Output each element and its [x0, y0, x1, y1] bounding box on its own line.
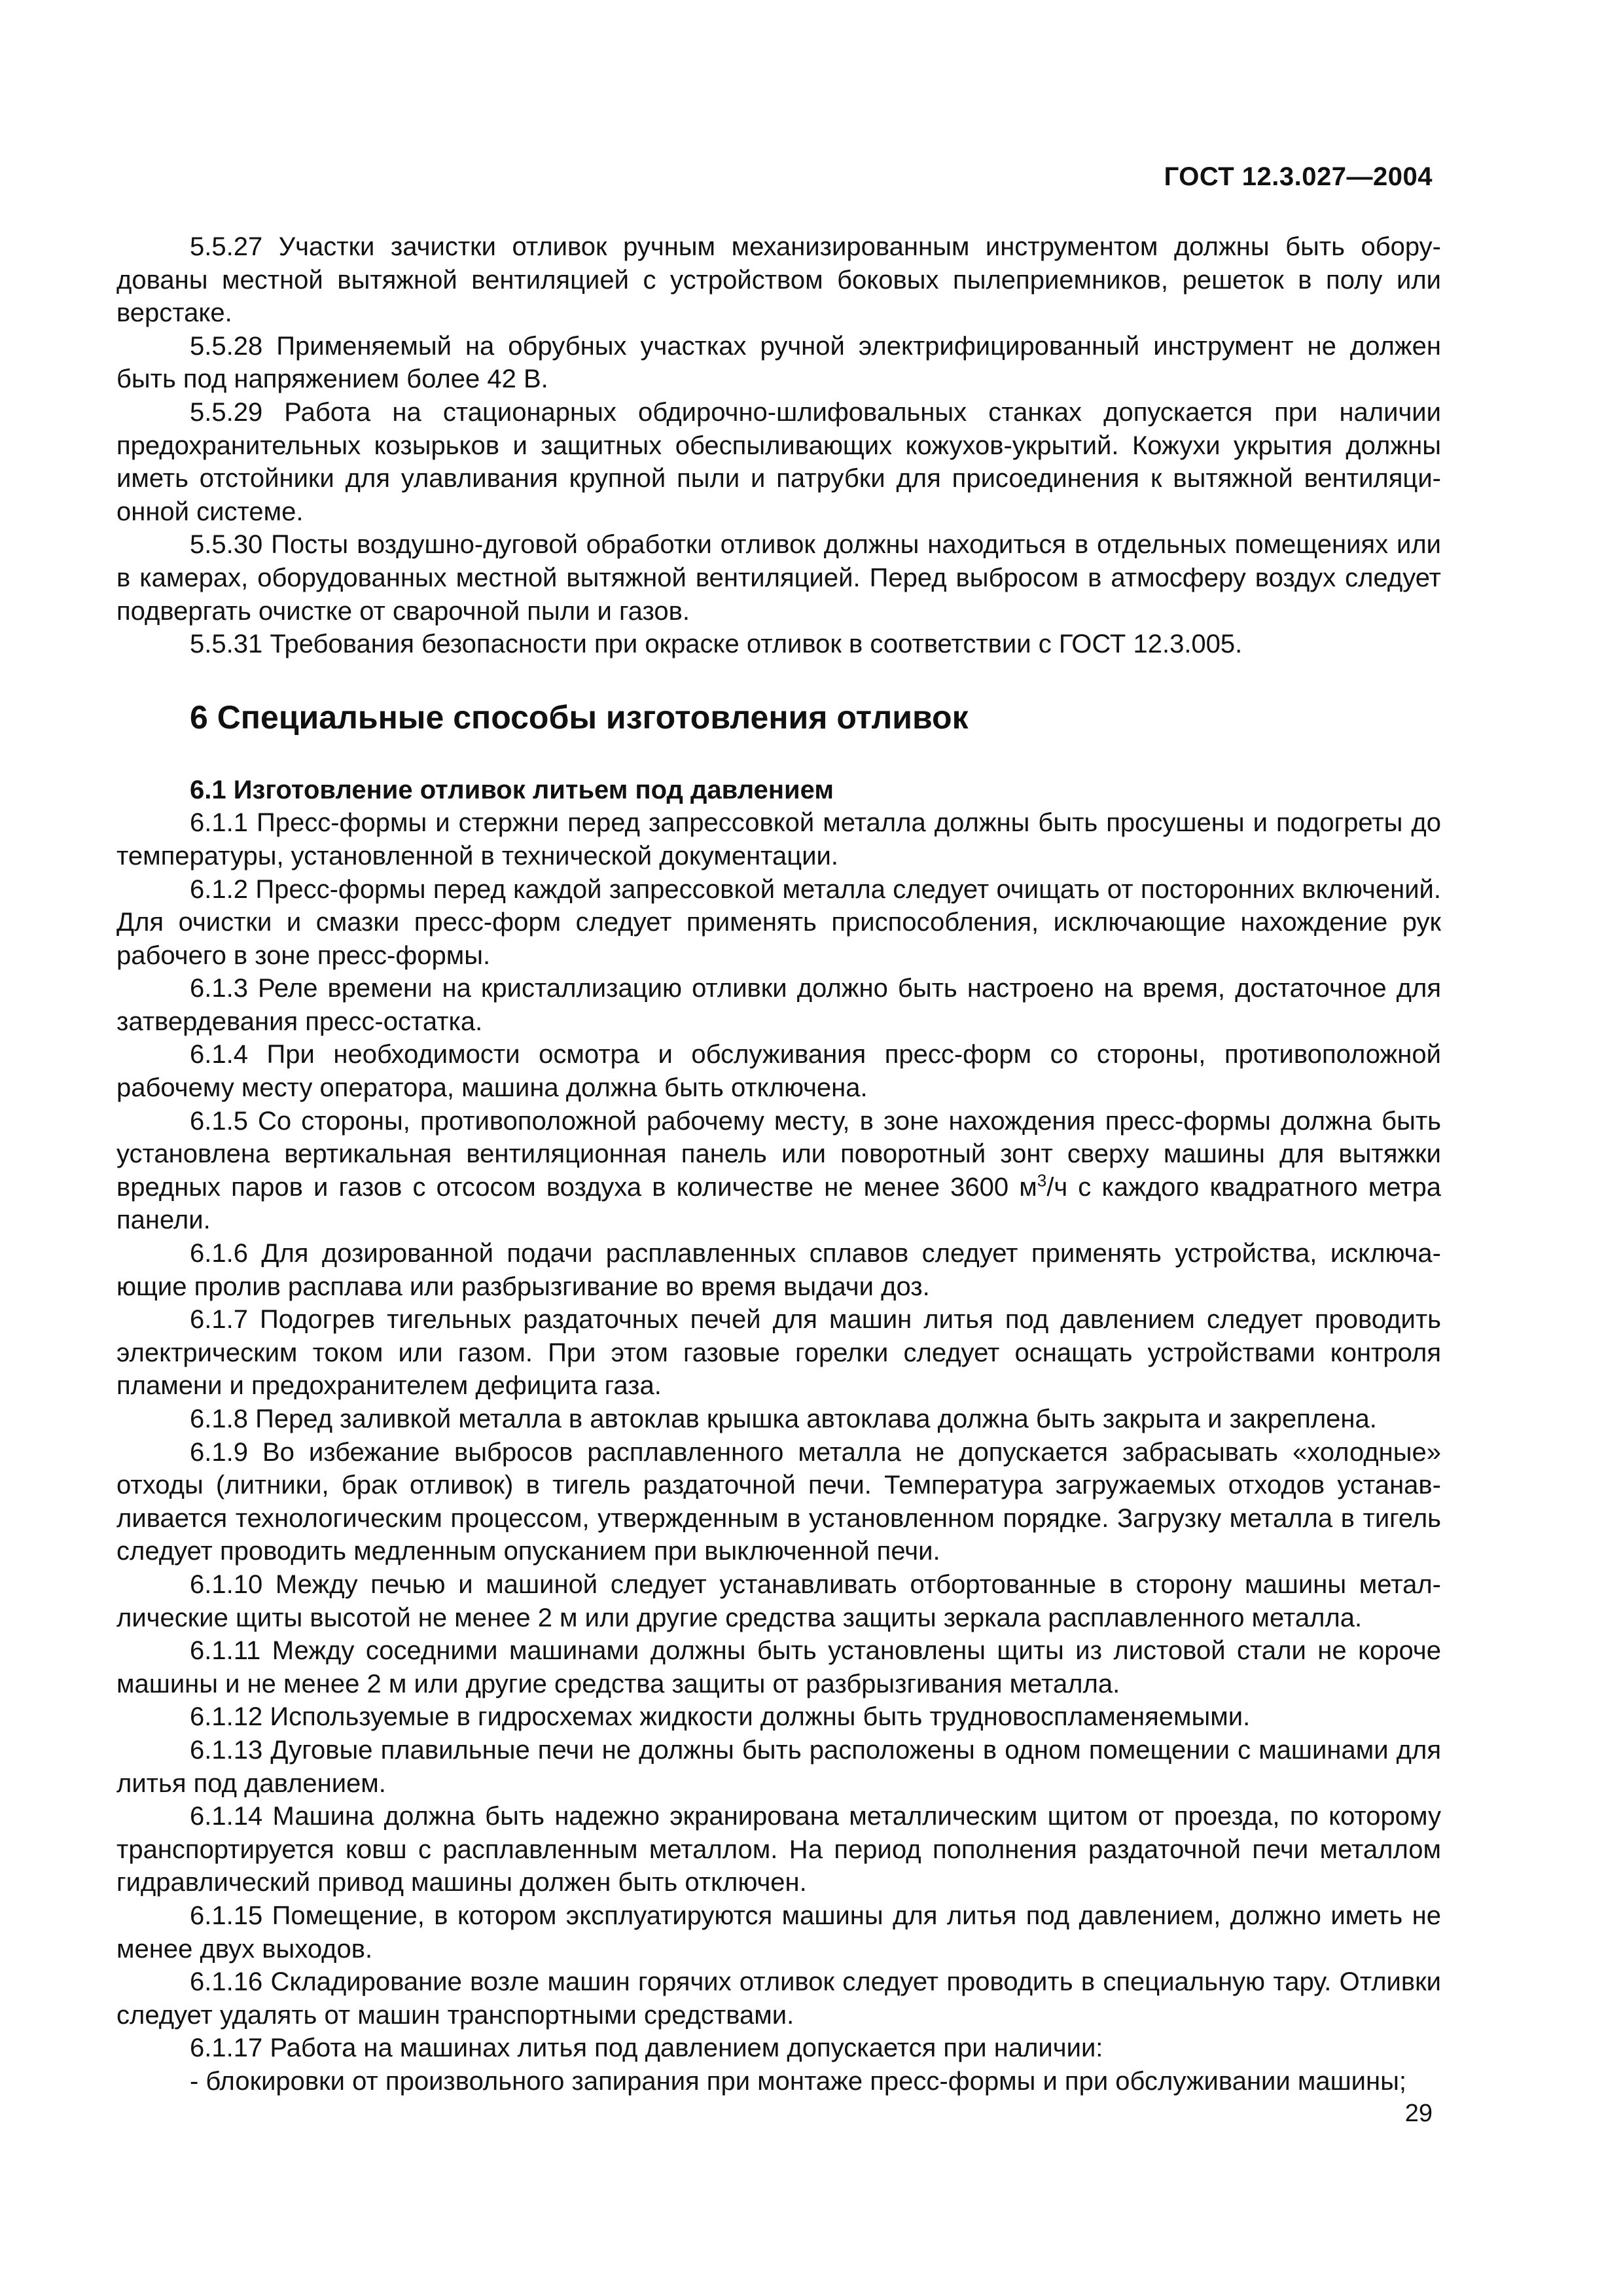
paragraph-6-1-7: 6.1.7 Подогрев тигельных раздаточных печей для машин литья под давлением следует проводить электрическим током или газом. При этом газовые горелки следует оснащать устройствами контроля пламени и предохранителем дефицита газа.	[116, 1305, 1441, 1401]
paragraph-5-5-29: 5.5.29 Работа на стационарных обдирочно-шлифовальных станках допускается при наличии предохранительных козырьков и защитных обеспыливающих кожухов-укрытий. Кожухи укрытия должны иметь отстойники для улавливания крупной пыли и патрубки для присоединения к вытяжной вентиляционной системе.	[116, 397, 1441, 526]
paragraph-6-1-2: 6.1.2 Пресс-формы перед каждой запрессовкой металла следует очищать от посторонних включений. Для очистки и смазки пресс-форм следует применять приспособления, исключающие нахождение рук рабочего в зоне пресс-формы.	[116, 874, 1441, 970]
paragraph-6-1-10: 6.1.10 Между печью и машиной следует устанавливать отбортованные в сторону машины металлические щиты высотой не менее 2 м или другие средства защиты зеркала расплавленного металла.	[116, 1570, 1441, 1632]
paragraph-6-1-5	[116, 1105, 1441, 1237]
document-header: ГОСТ 12.3.027—2004	[1164, 162, 1433, 191]
paragraph-6-1-12: 6.1.12 Используемые в гидросхемах жидкости должны быть трудновоспламеняемыми.	[190, 1702, 1251, 1732]
paragraph-6-1-16: 6.1.16 Складирование возле машин горячих отливок следует проводить в специальную тару. Отливки следует удалять от машин транспортными средствами.	[116, 1967, 1441, 2030]
paragraph-5-5-27: 5.5.27 Участки зачистки отливок ручным механизированным инструментом должны быть оборудованы местной вытяжной вентиляцией с устройством боковых пылеприемников, решеток в полу или верстаке.	[116, 232, 1441, 328]
list-item-blocking: - блокировки от произвольного запирания при монтаже пресс-формы и при обслуживании машины;	[190, 2066, 1406, 2096]
paragraph-6-1-13: 6.1.13 Дуговые плавильные печи не должны быть расположены в одном помещении с машинами для литья под давлением.	[116, 1735, 1441, 1798]
paragraph-5-5-30: 5.5.30 Посты воздушно-дуговой обработки отливок должны находиться в отдельных помещениях или в камерах, оборудованных местной вытяжной вентиляцией. Перед выбросом в атмосферу воздух следует подвергать очистке от сварочной пыли и газов.	[116, 530, 1441, 626]
paragraph-6-1-3: 6.1.3 Реле времени на кристаллизацию отливки должно быть настроено на время, достаточное для затвердевания пресс-остатка.	[116, 974, 1441, 1036]
paragraph-6-1-1: 6.1.1 Пресс-формы и стержни перед запрессовкой металла должны быть просушены и подогреты до температуры, установленной в технической документации.	[116, 808, 1441, 870]
paragraph-6-1-14: 6.1.14 Машина должна быть надежно экранирована металлическим щитом от проезда, по которому транспортируется ковш с расплавленным металлом. На период пополнения раздаточной печи металлом гидравлический привод машины должен быть отключен.	[116, 1802, 1441, 1897]
paragraph-6-1-6: 6.1.6 Для дозированной подачи расплавленных сплавов следует применять устройства, исключающие пролив расплава или разбрызгивание во время выдачи доз.	[116, 1239, 1441, 1301]
paragraph-6-1-17: 6.1.17 Работа на машинах литья под давлением допускается при наличии:	[190, 2034, 1103, 2063]
paragraph-6-1-5-part-b: /ч с каждого квадратного метра панели.	[116, 1172, 1441, 1235]
paragraph-5-5-31: 5.5.31 Требования безопасности при окраске отливок в соответствии с ГОСТ 12.3.005.	[190, 630, 1243, 659]
subsection-title: 6.1 Изготовление отливок литьем под давлением	[190, 775, 834, 804]
paragraph-5-5-28: 5.5.28 Применяемый на обрубных участках ручной электрифицированный инструмент не должен быть под напряжением более 42 В.	[116, 331, 1441, 394]
paragraph-6-1-9: 6.1.9 Во избежание выбросов расплавленного металла не допускается забрасывать «холодные» отходы (литники, брак отливок) в тигель раздаточной печи. Температура загружаемых отходов устанавливается технологическим процессом, утвержденным в установленном порядке. Загрузку металла в тигель следует проводить медленным опусканием при выключенной печи.	[116, 1437, 1441, 1566]
paragraph-6-1-4: 6.1.4 При необходимости осмотра и обслуживания пресс-форм со стороны, противоположной рабочему месту оператора, машина должна быть отключена.	[116, 1040, 1441, 1103]
section-title: 6 Специальные способы изготовления отливок	[190, 698, 969, 736]
paragraph-6-1-11: 6.1.11 Между соседними машинами должны быть установлены щиты из листовой стали не короче машины и не менее 2 м или другие средства защиты от разбрызгивания металла.	[116, 1636, 1441, 1698]
page-body	[116, 230, 1441, 2098]
paragraph-6-1-8: 6.1.8 Перед заливкой металла в автоклав крышка автоклава должна быть закрыта и закреплена.	[190, 1405, 1377, 1433]
paragraph-6-1-5-part-a: 6.1.5 Со стороны, противоположной рабочему месту, в зоне нахождения пресс-формы должна быть установлена вертикальная вентиляционная панель или поворотный зонт сверху машины для вытяжки вредных паров и газов с отсосом воздуха в количестве не менее 3600 м	[116, 1106, 1441, 1202]
paragraph-6-1-15: 6.1.15 Помещение, в котором эксплуатируются машины для литья под давлением, должно иметь не менее двух выходов.	[116, 1901, 1441, 1964]
cubic-superscript: 3	[1037, 1170, 1047, 1191]
page-number: 29	[1404, 2100, 1433, 2127]
